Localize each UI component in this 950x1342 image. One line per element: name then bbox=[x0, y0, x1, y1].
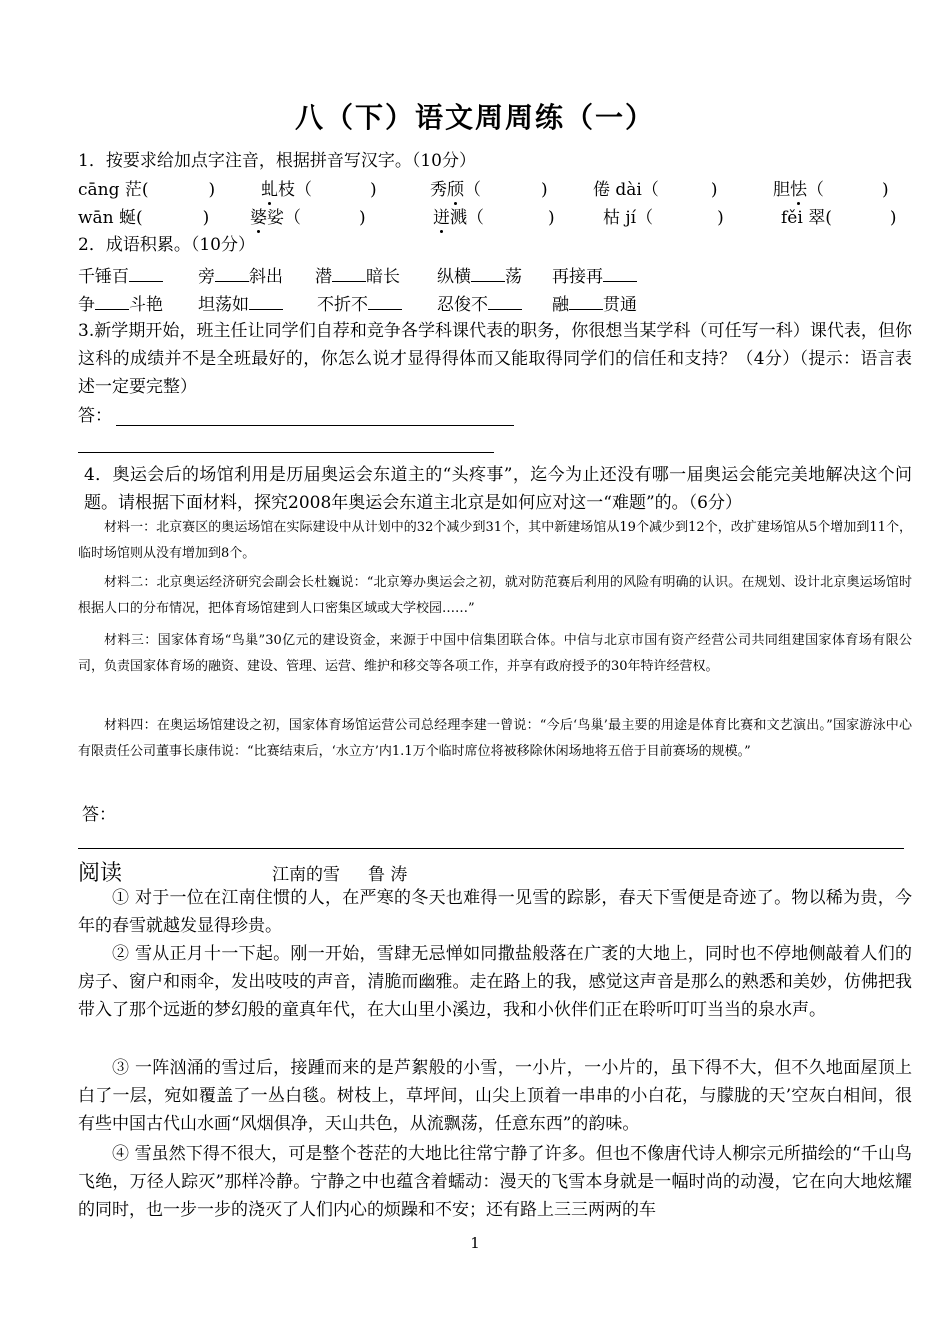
question-1-heading: 1．按要求给加点字注音，根据拼音写汉字。（10分） bbox=[78, 151, 476, 171]
page-title: 八（下）语文周周练（一） bbox=[294, 101, 655, 134]
q1-item-8: 迸溅（ ) bbox=[433, 208, 555, 228]
q1-item-4: 倦 dài（ ) bbox=[593, 180, 718, 200]
idiom-item: 坦荡如 bbox=[198, 290, 283, 315]
q1-item-6: wān 蜒( ) bbox=[78, 208, 210, 228]
q1-item-5: 胆怯（ ) bbox=[773, 180, 889, 200]
idiom-item: 旁 斜出 bbox=[198, 267, 283, 287]
idiom-item: 争 斗艳 bbox=[78, 295, 163, 315]
reading-label: 阅读 bbox=[78, 861, 123, 886]
answer-line bbox=[78, 848, 904, 849]
q1-item-9: 枯 jí（ ) bbox=[603, 208, 724, 228]
reading-paragraph-1: ① 对于一位在江南住惯的人，在严寒的冬天也难得一见雪的踪影，春天下雪便是奇迹了。物以稀为贵，今年的春雪就越发显得珍贵。 bbox=[78, 888, 912, 936]
reading-paragraph-3: ③ 一阵汹涌的雪过后，接踵而来的是芦絮般的小雪，一小片，一小片的，虽下得不大，但不久地面屋顶上白了一层，宛如覆盖了一丛白毯。树枝上，草坪间，山尖上顶着一串串的小白花，与朦胧的天’空灰白相间，很有些中国古代山水画“风烟俱净，天山共色，从流飘荡，任意东西”的韵味。 bbox=[78, 1058, 912, 1134]
idiom-item: 纵横 荡 bbox=[437, 267, 522, 287]
q1-item-10: fěi 翠( ) bbox=[781, 208, 897, 228]
answer-line bbox=[78, 452, 494, 453]
question-4-text: 4．奥运会后的场馆利用是历届奥运会东道主的“头疼事”，迄今为止还没有哪一届奥运会能完美地解决这个问题。请根据下面材料，探究2008年奥运会东道主北京是如何应对这一“难题”的。（6分） bbox=[84, 465, 912, 513]
material-2: 材料二：北京奥运经济研究会副会长杜巍说：“北京筹办奥运会之初，就对防范赛后利用的风险有明确的认识。在规划、设计北京奥运场馆时根据人口的分布情况，把体育场馆建到人口密集区域或大学校园……” bbox=[78, 575, 912, 616]
reading-paragraph-2: ② 雪从正月十一下起。刚一开始，雪肆无忌惮如同撒盐般落在广袤的大地上，同时也不停地侧敲着人们的房子、窗户和雨伞，发出吱吱的声音，清脆而幽雅。走在路上的我，感觉这声音是那么的熟悉和美妙，仿佛把我带入了那个远逝的梦幻般的童真年代，在大山里小溪边，我和小伙伴们正在聆听叮叮当当的泉水声。 bbox=[78, 944, 912, 1020]
question-2-heading: 2．成语积累。（10分） bbox=[78, 235, 255, 255]
reading-paragraph-4: ④ 雪虽然下得不很大，可是整个苍茫的大地比往常宁静了许多。但也不像唐代诗人柳宗元所描绘的“千山鸟飞绝，万径人踪灭”那样冷静。宁静之中也蕴含着蠕动：漫天的飞雪本身就是一幅时尚的动漫，它在向大地炫耀的同时，也一步一步的浇灭了人们内心的烦躁和不安；还有路上三三两两的车 bbox=[78, 1144, 912, 1220]
q1-item-1: cāng 茫( ) bbox=[78, 180, 216, 200]
page-number: 1 bbox=[470, 1234, 480, 1252]
q4-answer-label: 答： bbox=[82, 805, 116, 825]
idiom-item: 千锤百 bbox=[78, 262, 163, 287]
idiom-item: 再接再 bbox=[552, 262, 637, 287]
question-3-text: 3.新学期开始，班主任让同学们自荐和竞争各学科课代表的职务，你很想当某学科（可任写一科）课代表，但你这科的成绩并不是全班最好的，你怎么说才显得得体而又能取得同学们的信任和支持？（4分）（提示：语言表述一定要完整） bbox=[78, 321, 912, 397]
q1-item-7: 婆娑（ ) bbox=[250, 208, 366, 228]
q3-answer-label: 答： bbox=[78, 406, 112, 426]
q1-item-2: 虬枝（ ) bbox=[261, 180, 377, 200]
material-4: 材料四：在奥运场馆建设之初，国家体育场馆运营公司总经理李建一曾说：“今后‘鸟巢’最主要的用途是体育比赛和文艺演出。”国家游泳中心有限责任公司董事长康伟说：“比赛结束后，‘水立方’内1.1万个临时席位将被移除休闲场地将五倍于目前赛场的规模。” bbox=[78, 718, 912, 759]
answer-line bbox=[116, 425, 514, 426]
idiom-item: 融 贯通 bbox=[552, 295, 637, 315]
material-1: 材料一：北京赛区的奥运场馆在实际建设中从计划中的32个减少到31个，其中新建场馆从19个减少到12个，改扩建场馆从5个增加到11个，临时场馆则从没有增加到8个。 bbox=[78, 520, 912, 561]
idiom-item: 不折不 bbox=[317, 290, 402, 315]
article-title: 江南的雪 bbox=[272, 865, 340, 885]
article-author: 鲁 涛 bbox=[368, 865, 408, 885]
idiom-item: 忍俊不 bbox=[437, 290, 522, 315]
q1-item-3: 秀颀（ ) bbox=[430, 180, 548, 200]
material-3: 材料三：国家体育场“鸟巢”30亿元的建设资金，来源于中国中信集团联合体。中信与北京市国有资产经营公司共同组建国家体育场有限公司，负责国家体育场的融资、建设、管理、运营、维护和移交等各项工作，并享有政府授予的30年特许经营权。 bbox=[78, 633, 912, 674]
idiom-item: 潜 暗长 bbox=[315, 267, 400, 287]
